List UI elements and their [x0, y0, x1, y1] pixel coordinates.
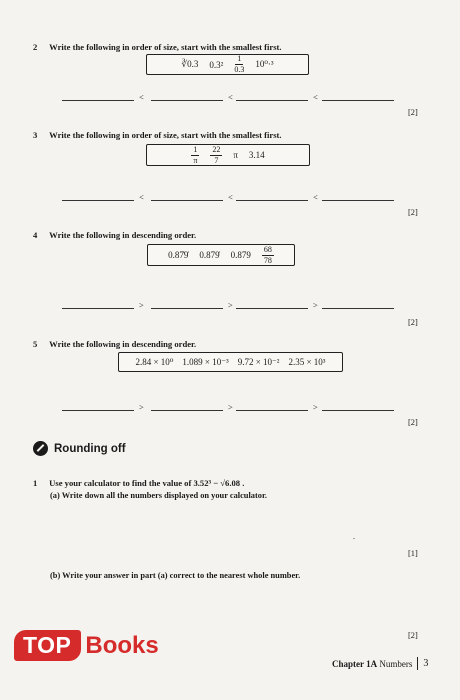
- answer-blank[interactable]: [322, 410, 394, 411]
- marks-label: [2]: [408, 418, 418, 427]
- question-number: 5: [33, 339, 38, 349]
- question-4: [33, 230, 196, 240]
- comparison-symbol: <: [228, 192, 233, 202]
- stray-dot: .: [353, 532, 355, 541]
- fraction-value: [210, 146, 222, 165]
- answer-blank[interactable]: [62, 308, 134, 309]
- chapter-label: Chapter 1A: [332, 658, 378, 669]
- comparison-symbol: >: [228, 300, 233, 310]
- value-item: 2.35 × 10³: [288, 357, 326, 367]
- answer-blank[interactable]: [151, 200, 223, 201]
- footer-divider: [417, 657, 418, 670]
- question-3: [33, 130, 282, 140]
- question-text: Use your calculator to find the value of 3.52³ − √6.08 .: [49, 478, 245, 488]
- values-box: [118, 352, 343, 372]
- value-item: 0.879̇: [199, 250, 220, 260]
- comparison-symbol: >: [139, 300, 144, 310]
- question-1: [33, 478, 244, 488]
- question-number: 2: [33, 42, 38, 52]
- question-text: Write the following in order of size, start with the smallest first.: [49, 42, 282, 52]
- answer-blank[interactable]: [236, 410, 308, 411]
- value-item: 9.72 × 10⁻²: [237, 356, 280, 367]
- chapter-title: Numbers: [379, 658, 413, 669]
- question-number: 1: [33, 478, 38, 488]
- values-box: [147, 244, 295, 266]
- part-b-text: (b) Write your answer in part (a) correct to the nearest whole number.: [50, 571, 301, 580]
- values-box: [146, 54, 309, 75]
- topbooks-logo: [14, 630, 159, 661]
- value-item: 10⁰·³: [255, 59, 274, 69]
- question-number: 4: [33, 230, 38, 240]
- answer-blank[interactable]: [151, 308, 223, 309]
- numerator: 22: [212, 144, 221, 154]
- denominator: 7: [214, 155, 219, 165]
- marks-label: [2]: [408, 631, 418, 640]
- answer-blank[interactable]: [236, 100, 308, 101]
- section-title: Rounding off: [54, 442, 126, 455]
- value-item: 0.87̇9̇: [168, 250, 189, 260]
- page-footer: [332, 657, 428, 670]
- logo-books-text: Books: [85, 631, 159, 659]
- fraction-value: [191, 146, 199, 165]
- marks-label: [2]: [408, 318, 418, 327]
- comparison-symbol: >: [228, 402, 233, 412]
- question-text: Write the following in descending order.: [49, 230, 197, 240]
- value-item: 2.84 × 10⁰: [135, 356, 174, 367]
- question-text: Write the following in descending order.: [49, 339, 197, 349]
- comparison-symbol: <: [139, 92, 144, 102]
- answer-blank[interactable]: [151, 100, 223, 101]
- question-5: [33, 339, 196, 349]
- answer-blank[interactable]: [322, 100, 394, 101]
- page-number: 3: [423, 658, 429, 669]
- question-number: 3: [33, 130, 38, 140]
- marks-label: [2]: [408, 108, 418, 117]
- marks-label: [1]: [408, 549, 418, 558]
- pencil-circle-icon: [33, 441, 48, 456]
- numerator: 1: [193, 144, 198, 154]
- numerator: 68: [263, 244, 272, 254]
- fraction-value: [234, 55, 244, 74]
- answer-blank[interactable]: [62, 410, 134, 411]
- denominator: π: [193, 155, 198, 165]
- comparison-symbol: >: [313, 402, 318, 412]
- answer-blank[interactable]: [236, 308, 308, 309]
- answer-blank[interactable]: [62, 200, 134, 201]
- comparison-symbol: >: [139, 402, 144, 412]
- answer-blank[interactable]: [151, 410, 223, 411]
- comparison-symbol: <: [228, 92, 233, 102]
- answer-blank[interactable]: [62, 100, 134, 101]
- answer-blank[interactable]: [322, 200, 394, 201]
- comparison-symbol: <: [313, 192, 318, 202]
- value-item: ∛0.3: [181, 59, 199, 69]
- logo-top-text: TOP: [14, 630, 81, 661]
- comparison-symbol: >: [313, 300, 318, 310]
- part-a-text: (a) Write down all the numbers displayed on your calculator.: [50, 491, 267, 500]
- value-item: 3.14: [248, 150, 265, 160]
- comparison-symbol: <: [313, 92, 318, 102]
- numerator: 1: [237, 54, 242, 63]
- section-heading: [33, 441, 126, 456]
- denominator: 78: [263, 255, 272, 265]
- value-item: 0.879: [230, 250, 251, 260]
- question-text: Write the following in order of size, start with the smallest first.: [49, 130, 282, 140]
- value-item: π: [233, 150, 238, 160]
- question-2: [33, 42, 282, 52]
- marks-label: [2]: [408, 208, 418, 217]
- value-item: 0.3²: [209, 59, 224, 70]
- denominator: 0.3: [234, 65, 245, 74]
- comparison-symbol: <: [139, 192, 144, 202]
- fraction-value: [262, 246, 274, 265]
- value-item: 1.089 × 10⁻³: [182, 356, 229, 367]
- answer-blank[interactable]: [236, 200, 308, 201]
- values-box: [146, 144, 310, 166]
- answer-blank[interactable]: [322, 308, 394, 309]
